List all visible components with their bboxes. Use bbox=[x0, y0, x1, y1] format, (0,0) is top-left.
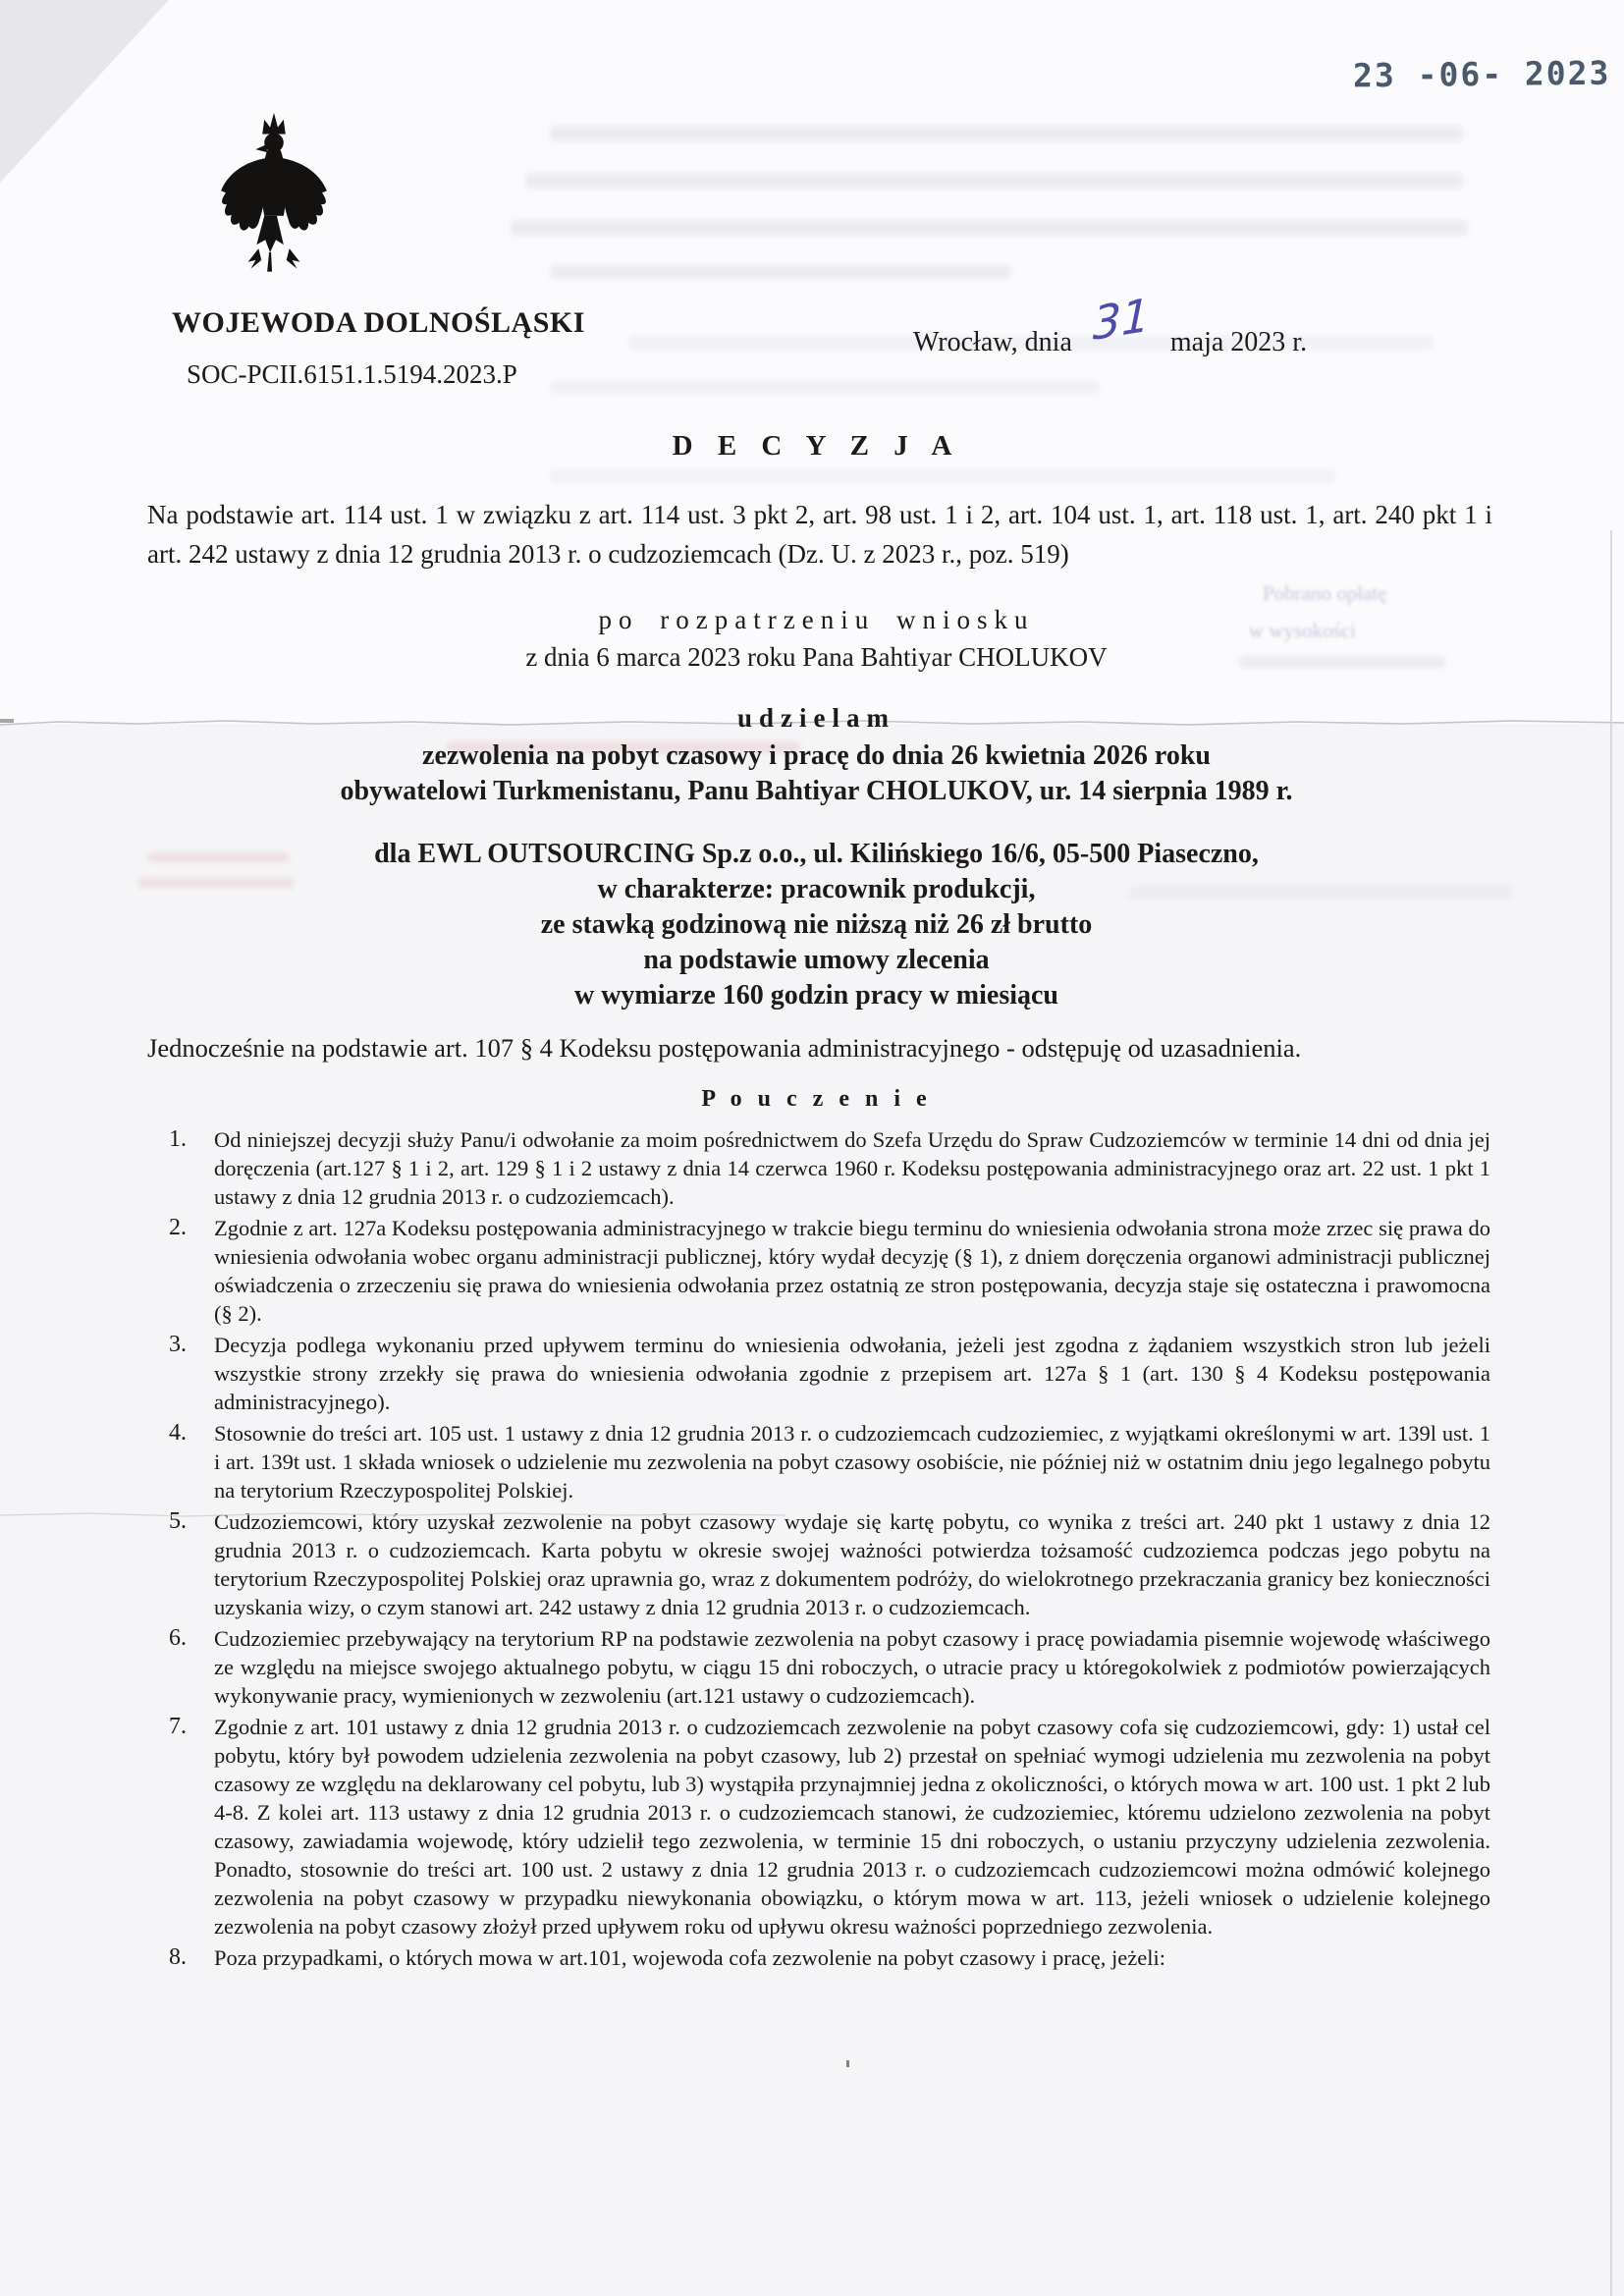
item-number: 8. bbox=[169, 1944, 187, 1970]
justification-waiver: Jednocześnie na podstawie art. 107 § 4 Kodeksu postępowania administracyjnego - odstępuję od uzasadnienia. bbox=[147, 1033, 1302, 1063]
instruction-item bbox=[169, 1713, 1490, 1941]
bleedthrough-line bbox=[550, 265, 1011, 279]
scan-speck bbox=[846, 2060, 849, 2067]
instruction-item bbox=[169, 1943, 1490, 1972]
instruction-item bbox=[169, 1624, 1490, 1710]
page-edge-line bbox=[1610, 530, 1612, 2296]
item-number: 5. bbox=[169, 1508, 187, 1534]
bleedthrough-line bbox=[550, 381, 1100, 394]
item-number: 6. bbox=[169, 1625, 187, 1651]
bleedthrough-line bbox=[550, 469, 1335, 483]
item-text: Cudzoziemcowi, który uzyskał zezwolenie na pobyt czasowy wydaje się kartę pobytu, co wynika z treści art. 240 pkt 1 ustawy z dnia 12 grudnia 2013 r. o cudzoziemcach. Karta pobytu w okresie swojej ważności potwierdza tożsamość cudzoziemca podczas jego pobytu na terytorium Rzeczypospolitej Polskiej oraz uprawnia go, wraz z dokumentem podróży, do wielokrotnego przekraczania granicy bez konieczności uzyskania wizy, o czym stanowi art. 242 ustawy z dnia 12 grudnia 2013 r. o cudzoziemcach. bbox=[214, 1509, 1490, 1619]
issuing-authority: WOJEWODA DOLNOŚLĄSKI bbox=[172, 306, 585, 339]
grant-statement bbox=[147, 738, 1486, 809]
grant-word: udzielam bbox=[737, 703, 895, 733]
item-text: Zgodnie z art. 101 ustawy z dnia 12 grudnia 2013 r. o cudzoziemcach zezwolenie na pobyt czasowy cofa się cudzoziemcowi, gdy: 1) ustał cel pobytu, który był powodem udzielenia zezwolenia na pobyt czasowy, lub 2) przestał on spełniać wymogi udzielenia mu zezwolenia na pobyt czasowy ze względu na deklarowany cel pobytu, lub 3) wystąpiła przynajmniej jedna z okoliczności, o których mowa w art. 100 ust. 1 pkt 2 lub 4-8. Z kolei art. 113 ustawy z dnia 12 grudnia 2013 r. o cudzoziemcach stanowi, że cudzoziemiec, któremu udzielono zezwolenia na pobyt czasowy, zawiadamia wojewodę, który udzielił tego zezwolenia, w terminie 15 dni roboczych, o ustaniu przyczyny udzielenia zezwolenia. Ponadto, stosownie do treści art. 100 ust. 2 ustawy z dnia 12 grudnia 2013 r. o cudzoziemcach cudzoziemcowi można odmówić kolejnego zezwolenia na pobyt czasowy w przypadku niewykonania obowiązku, o którym mowa w art. 113, jeżeli wniosek o udzielenie kolejnego zezwolenia na pobyt czasowy złożył przed upływem roku od upływu okresu ważności poprzedniego zezwolenia. bbox=[214, 1715, 1490, 1939]
faint-reverse-text-line: Pobrano opłatę bbox=[1263, 581, 1387, 605]
employment-line: w wymiarze 160 godzin pracy w miesiącu bbox=[573, 980, 1059, 1011]
date-received-stamp: 23 -06- 2023 bbox=[1352, 53, 1611, 95]
item-text: Cudzoziemiec przebywający na terytorium RP na podstawie zezwolenia na pobyt czasowy i pracę powiadamia pisemnie wojewodę właściwego ze względu na miejsce swojego aktualnego pobytu, w ciągu 15 dni roboczych, o utracie pracy u któregokolwiek z podmiotów powierzających wykonywanie pracy, wymienionych w zezwoleniu (art.121 ustawy o cudzoziemcach). bbox=[214, 1626, 1490, 1708]
handwritten-day: 31 bbox=[1092, 288, 1151, 351]
item-number: 1. bbox=[169, 1126, 187, 1152]
grant-line: obywatelowi Turkmenistanu, Panu Bahtiyar CHOLUKOV, ur. 14 sierpnia 1989 r. bbox=[340, 776, 1293, 806]
instruction-heading: P o u c z e n i e bbox=[701, 1086, 932, 1112]
item-text: Stosownie do treści art. 105 ust. 1 ustawy z dnia 12 grudnia 2013 r. o cudzoziemcach cudzoziemiec, z wyjątkami określonymi w art. 139l ust. 1 i art. 139t ust. 1 składa wniosek o udzielenie mu zezwolenia na pobyt czasowy osobiście, nie później niż w ostatnim dniu jego legalnego pobytu na terytorium Rzeczypospolitej Polskiej. bbox=[214, 1421, 1490, 1503]
place-and-date bbox=[913, 288, 1308, 361]
scan-speck bbox=[0, 719, 14, 723]
grant-line: zezwolenia na pobyt czasowy i pracę do dnia 26 kwietnia 2026 roku bbox=[422, 740, 1211, 771]
item-number: 7. bbox=[169, 1714, 187, 1739]
case-reference-number: SOC-PCII.6151.1.5194.2023.P bbox=[187, 359, 517, 389]
legal-basis-paragraph: Na podstawie art. 114 ust. 1 w związku z art. 114 ust. 3 pkt 2, art. 98 ust. 1 i 2, art. 104 ust. 1, art. 118 ust. 1, art. 240 pkt 1 i art. 242 ustawy z dnia 12 grudnia 2013 r. o cudzoziemcach (Dz. U. z 2023 r., poz. 519) bbox=[147, 500, 1492, 569]
application-line: z dnia 6 marca 2023 roku Pana Bahtiyar CHOLUKOV bbox=[525, 642, 1108, 672]
item-text: Poza przypadkami, o których mowa w art.101, wojewoda cofa zezwolenie na pobyt czasowy i pracę, jeżeli: bbox=[214, 1945, 1166, 1970]
instruction-list bbox=[169, 1125, 1490, 1975]
item-text: Zgodnie z art. 127a Kodeksu postępowania administracyjnego w trakcie biegu terminu do wniesienia odwołania strona może zrzec się prawa do wniesienia odwołania wobec organu administracji publicznej, który wydał decyzję (§ 1), z dniem doręczenia organowi administracji publicznej oświadczenia o zrzeczeniu się prawa do wniesienia odwołania przez ostatnią ze stron postępowania, decyzja staje się ostateczna i prawomocna (§ 2). bbox=[214, 1216, 1490, 1326]
instruction-item bbox=[169, 1507, 1490, 1621]
employment-line: ze stawką godzinową nie niższą niż 26 zł brutto bbox=[540, 909, 1093, 940]
after-review-line: po rozpatrzeniu wniosku bbox=[598, 605, 1035, 634]
employment-conditions bbox=[147, 837, 1486, 1013]
item-number: 2. bbox=[169, 1215, 187, 1240]
bleedthrough-line bbox=[511, 220, 1468, 236]
place-date-suffix: maja 2023 r. bbox=[1169, 327, 1308, 357]
employment-line: dla EWL OUTSOURCING Sp.z o.o., ul. Kilińskiego 16/6, 05-500 Piaseczno, bbox=[374, 839, 1259, 869]
instruction-item bbox=[169, 1214, 1490, 1328]
instruction-item bbox=[169, 1331, 1490, 1416]
instruction-item bbox=[169, 1125, 1490, 1211]
item-text: Od niniejszej decyzji służy Panu/i odwołanie za moim pośrednictwem do Szefa Urzędu do Spraw Cudzoziemców w terminie 14 dni od dnia jej doręczenia (art.127 § 1 i 2, art. 129 § 1 i 2 ustawy z dnia 14 czerwca 1960 r. Kodeksu postępowania administracyjnego oraz art. 22 ust. 1 pkt 1 ustawy z dnia 12 grudnia 2013 r. o cudzoziemcach). bbox=[214, 1127, 1490, 1209]
document-title: D E C Y Z J A bbox=[672, 430, 961, 462]
faint-reverse-text-line: w wysokości bbox=[1249, 619, 1357, 642]
place-date-prefix: Wrocław, dnia bbox=[913, 327, 1072, 357]
employment-line: na podstawie umowy zlecenia bbox=[643, 945, 990, 975]
item-number: 3. bbox=[169, 1332, 187, 1357]
bleedthrough-line bbox=[550, 126, 1463, 141]
item-text: Decyzja podlega wykonaniu przed upływem terminu do wniesienia odwołania, jeżeli jest zgodna z żądaniem wszystkich stron lub jeżeli wszystkie strony zrzekły się prawa do wniesienia odwołania zgodnie z przepisem art. 127a § 1 (art. 130 § 4 Kodeksu postępowania administracyjnego). bbox=[214, 1333, 1490, 1414]
bleedthrough-line bbox=[525, 173, 1463, 189]
scanner-background-corner bbox=[0, 0, 196, 206]
polish-eagle-emblem bbox=[210, 108, 338, 301]
instruction-item bbox=[169, 1419, 1490, 1504]
item-number: 4. bbox=[169, 1420, 187, 1446]
employment-line: w charakterze: pracownik produkcji, bbox=[597, 874, 1036, 904]
